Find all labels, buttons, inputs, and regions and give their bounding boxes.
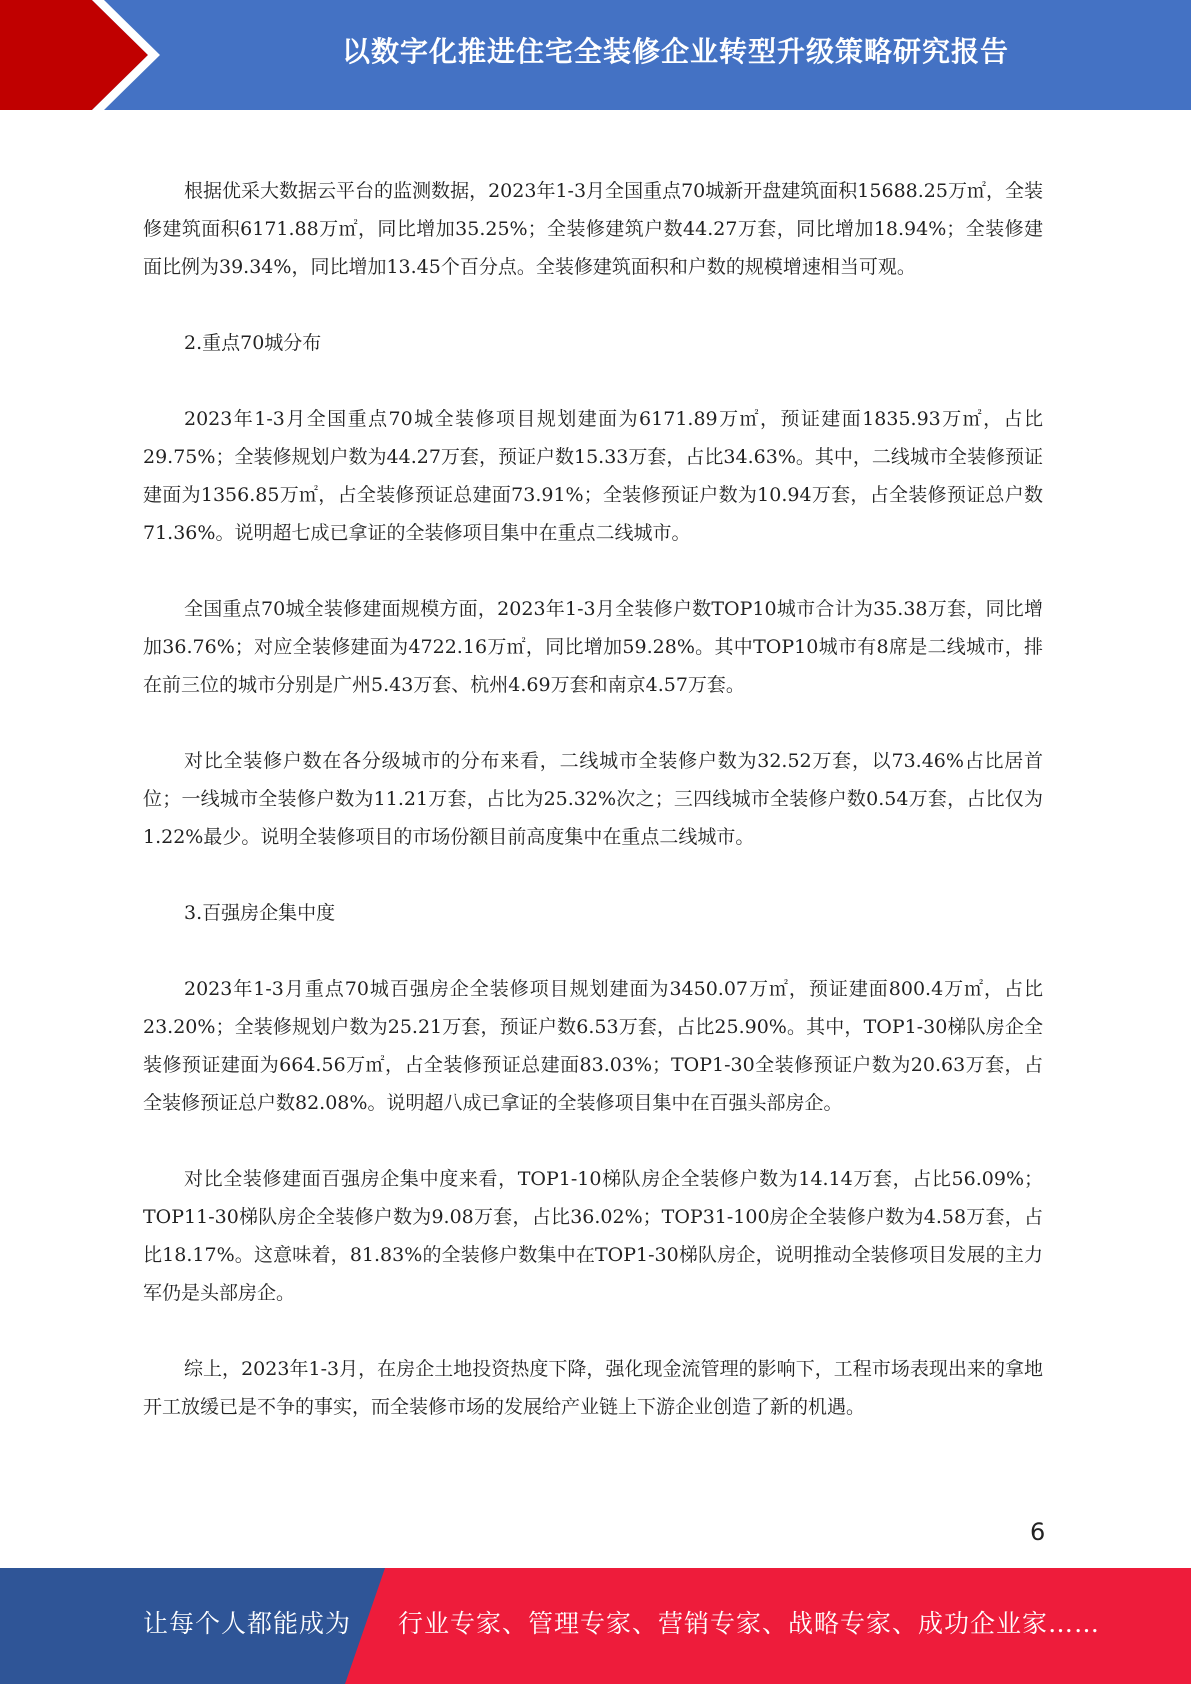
paragraph-conclusion: 综上，2023年1-3月，在房企土地投资热度下降，强化现金流管理的影响下，工程市场表现出来的拿地开工放缓已是不争的事实，而全装修市场的发展给产业链上下游企业创造了新的机遇。 bbox=[143, 1358, 1043, 1418]
footer-slogan-right: 行业专家、管理专家、营销专家、战略专家、成功企业家…… bbox=[398, 1609, 1101, 1638]
section-heading-top100: 3.百强房企集中度 bbox=[184, 902, 336, 924]
footer-slogan-left: 让每个人都能成为 bbox=[143, 1609, 352, 1638]
red-chevron-icon bbox=[0, 0, 160, 110]
paragraph-top10-cities: 全国重点70城全装修建面规模方面，2023年1-3月全装修户数TOP10城市合计为35.38万套，同比增加36.76%；对应全装修建面为4722.16万㎡，同比增加59.28%。其中TOP10城市有8席是二线城市，排在前三位的城市分别是广州5.43万套、杭州4.69万套和南京4.57万套。 bbox=[143, 598, 1043, 696]
page-header bbox=[0, 0, 1191, 110]
page-number: 6 bbox=[1030, 1518, 1046, 1546]
paragraph-overview: 根据优采大数据云平台的监测数据，2023年1-3月全国重点70城新开盘建筑面积15688.25万㎡，全装修建筑面积6171.88万㎡，同比增加35.25%；全装修建筑户数44.27万套，同比增加18.94%；全装修建面比例为39.34%，同比增加13.45个百分点。全装修建筑面积和户数的规模增速相当可观。 bbox=[143, 180, 1043, 278]
document-body bbox=[143, 172, 1043, 1464]
section-heading-70-cities: 2.重点70城分布 bbox=[184, 332, 322, 354]
paragraph-top100-concentration: 对比全装修建面百强房企集中度来看，TOP1-10梯队房企全装修户数为14.14万套，占比56.09%；TOP11-30梯队房企全装修户数为9.08万套，占比36.02%；TOP31-100房企全装修户数为4.58万套，占比18.17%。这意味着，81.83%的全装修户数集中在TOP1-30梯队房企，说明推动全装修项目发展的主力军仍是头部房企。 bbox=[143, 1168, 1043, 1304]
page-footer bbox=[0, 1568, 1191, 1684]
report-title: 以数字化推进住宅全装修企业转型升级策略研究报告 bbox=[341, 35, 1009, 68]
paragraph-city-tier-distribution: 对比全装修户数在各分级城市的分布来看，二线城市全装修户数为32.52万套，以73.46%占比居首位；一线城市全装修户数为11.21万套，占比为25.32%次之；三四线城市全装修户数0.54万套，占比仅为1.22%最少。说明全装修项目的市场份额目前高度集中在重点二线城市。 bbox=[143, 750, 1043, 848]
paragraph-top100-scale: 2023年1-3月重点70城百强房企全装修项目规划建面为3450.07万㎡，预证建面800.4万㎡，占比23.20%；全装修规划户数为25.21万套，预证户数6.53万套，占比25.90%。其中，TOP1-30梯队房企全装修预证建面为664.56万㎡，占全装修预证总建面83.03%；TOP1-30全装修预证户数为20.63万套，占全装修预证总户数82.08%。说明超八成已拿证的全装修项目集中在百强头部房企。 bbox=[143, 978, 1043, 1114]
paragraph-70-cities-scale: 2023年1-3月全国重点70城全装修项目规划建面为6171.89万㎡，预证建面1835.93万㎡，占比29.75%；全装修规划户数为44.27万套，预证户数15.33万套，占比34.63%。其中，二线城市全装修预证建面为1356.85万㎡，占全装修预证总建面73.91%；全装修预证户数为10.94万套，占全装修预证总户数71.36%。说明超七成已拿证的全装修项目集中在重点二线城市。 bbox=[143, 408, 1043, 544]
